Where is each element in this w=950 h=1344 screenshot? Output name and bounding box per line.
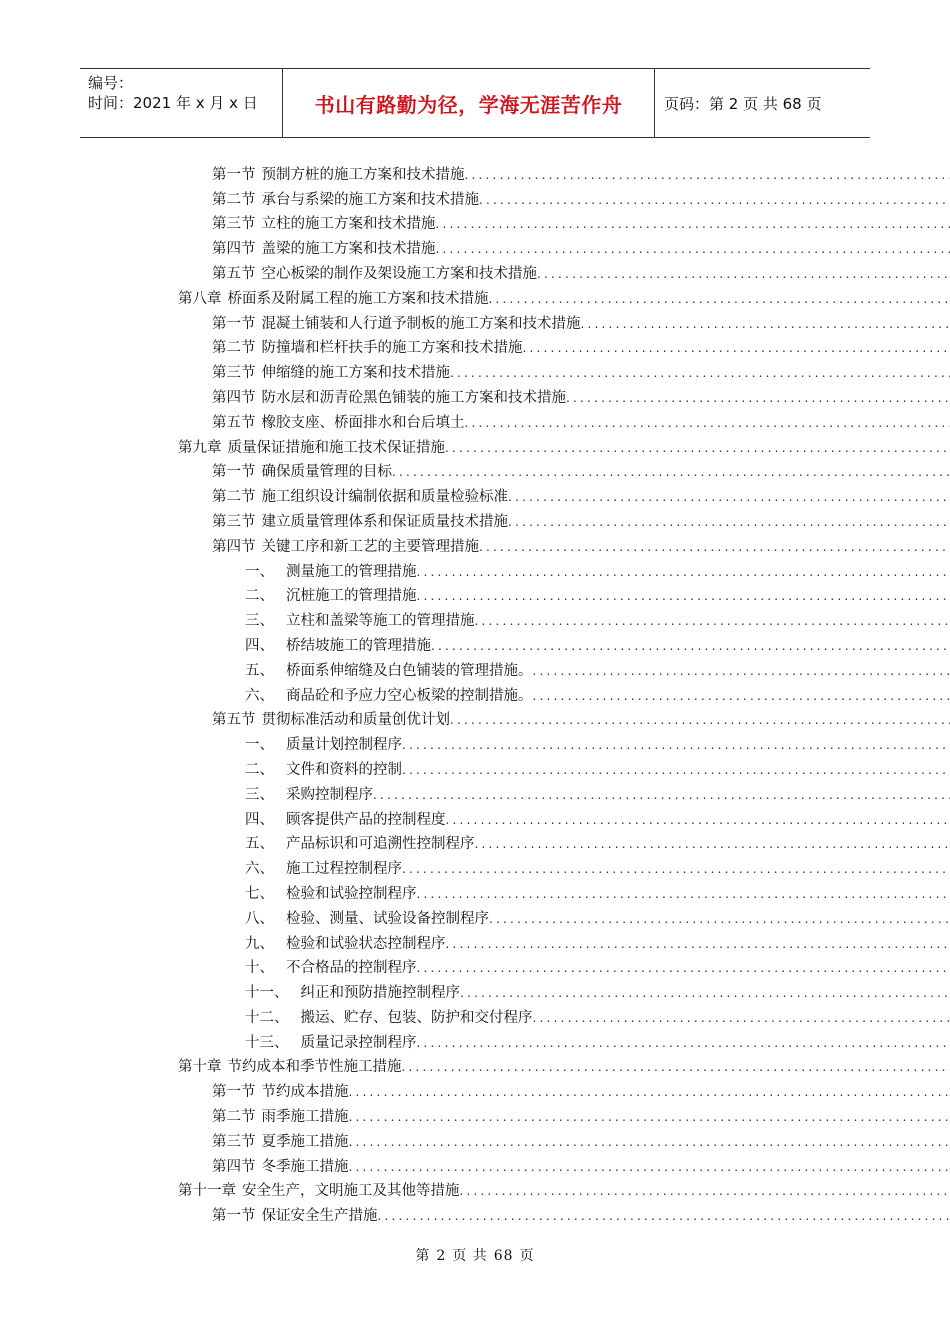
toc-entry-number: 第三节	[212, 216, 256, 233]
toc-entry-number: 第一节	[212, 315, 256, 332]
toc-dot-leader	[508, 488, 950, 506]
toc-dot-leader	[445, 439, 950, 457]
toc-dot-leader	[417, 959, 950, 977]
toc-dot-leader	[349, 1108, 950, 1126]
toc-entry-item[interactable]	[0, 729, 950, 754]
toc-dot-leader	[402, 761, 950, 779]
toc-entry-title: 沉桩施工的管理措施	[286, 588, 417, 605]
toc-entry-section[interactable]	[0, 184, 950, 209]
toc-entry-title: 产品标识和可追溯性控制程序	[286, 836, 475, 853]
toc-dot-leader	[465, 414, 950, 432]
toc-entry-number: 第四节	[212, 538, 256, 555]
footer-prefix: 第	[415, 1248, 431, 1264]
header-motto: 书山有路勤为径，学海无涯苦作舟	[314, 92, 623, 117]
toc-entry-title: 纠正和预防措施控制程序	[300, 985, 460, 1002]
toc-entry-number: 第三节	[212, 365, 256, 382]
doc-date: 时间：2021 年 x 月 x 日	[88, 94, 258, 112]
toc-entry-number: 十一、	[245, 985, 289, 1002]
toc-entry-number: 第一节	[212, 1084, 256, 1101]
toc-entry-title: 橡胶支座、桥面排水和台后填土	[261, 414, 465, 431]
toc-entry-number: 二、	[245, 761, 274, 778]
toc-dot-leader	[402, 736, 950, 754]
toc-entry-item[interactable]	[0, 977, 950, 1002]
toc-entry-item[interactable]	[0, 829, 950, 854]
toc-dot-leader	[581, 315, 950, 333]
toc-entry-title: 盖梁的施工方案和技术措施	[261, 241, 436, 258]
toc-entry-title: 伸缩缝的施工方案和技术措施	[261, 365, 450, 382]
toc-dot-leader	[475, 835, 950, 853]
footer-suffix: 页	[519, 1248, 535, 1264]
toc-entry-number: 九、	[245, 935, 274, 952]
toc-entry-title: 立柱的施工方案和技术措施	[261, 216, 436, 233]
toc-entry-title: 搬运、贮存、包装、防护和交付程序	[300, 1009, 533, 1026]
header-motto-cell	[282, 69, 655, 137]
toc-entry-section[interactable]	[0, 1151, 950, 1176]
toc-entry-title: 商品砼和予应力空心板梁的控制措施。	[286, 687, 533, 704]
toc-entry-number: 第二节	[212, 1109, 256, 1126]
toc-entry-title: 检验和试验状态控制程序	[286, 935, 446, 952]
toc-entry-section[interactable]	[0, 233, 950, 258]
toc-entry-section[interactable]	[0, 1101, 950, 1126]
toc-dot-leader	[402, 860, 950, 878]
toc-entry-section[interactable]	[0, 705, 950, 730]
toc-entry-title: 安全生产，文明施工及其他等措施	[242, 1183, 460, 1200]
toc-entry-title: 质量保证措施和施工技术保证措施	[227, 439, 445, 456]
toc-dot-leader	[349, 1158, 950, 1176]
toc-dot-leader	[460, 984, 950, 1002]
toc-dot-leader	[566, 389, 950, 407]
toc-entry-number: 第四节	[212, 241, 256, 258]
toc-entry-title: 采购控制程序	[286, 786, 373, 803]
toc-dot-leader	[460, 1182, 950, 1200]
toc-entry-number: 一、	[245, 737, 274, 754]
toc-entry-title: 关键工序和新工艺的主要管理措施	[261, 538, 479, 555]
toc-entry-number: 第四节	[212, 389, 256, 406]
table-of-contents	[0, 159, 950, 1225]
toc-dot-leader	[523, 339, 950, 357]
toc-entry-number: 六、	[245, 687, 274, 704]
toc-entry-number: 八、	[245, 910, 274, 927]
footer-total-pages: 68	[493, 1248, 514, 1264]
toc-dot-leader	[431, 637, 950, 655]
toc-entry-number: 第十章	[178, 1059, 222, 1076]
toc-dot-leader	[417, 885, 950, 903]
toc-entry-item[interactable]	[0, 1027, 950, 1052]
toc-entry-number: 第十一章	[178, 1183, 236, 1200]
toc-entry-item[interactable]	[0, 878, 950, 903]
toc-entry-title: 不合格品的控制程序	[286, 960, 417, 977]
toc-entry-section[interactable]	[0, 382, 950, 407]
toc-entry-title: 混凝土铺装和人行道予制板的施工方案和技术措施	[261, 315, 581, 332]
toc-entry-number: 四、	[245, 811, 274, 828]
toc-entry-item[interactable]	[0, 655, 950, 680]
toc-dot-leader	[417, 587, 950, 605]
toc-entry-number: 七、	[245, 885, 274, 902]
toc-dot-leader	[489, 290, 950, 308]
toc-dot-leader	[349, 1083, 950, 1101]
toc-dot-leader	[436, 240, 950, 258]
toc-entry-number: 第二节	[212, 340, 256, 357]
toc-entry-number: 第五节	[212, 712, 256, 729]
toc-dot-leader	[465, 166, 950, 184]
toc-entry-title: 空心板梁的制作及架设施工方案和技术措施	[261, 265, 537, 282]
toc-entry-title: 承台与系梁的施工方案和技术措施	[261, 191, 479, 208]
toc-entry-chapter[interactable]	[0, 1176, 950, 1201]
toc-entry-chapter[interactable]	[0, 432, 950, 457]
toc-entry-section[interactable]	[0, 481, 950, 506]
toc-dot-leader	[450, 364, 950, 382]
toc-entry-title: 确保质量管理的目标	[261, 464, 392, 481]
toc-dot-leader	[373, 786, 950, 804]
page-footer	[0, 1245, 950, 1265]
toc-entry-number: 十、	[245, 960, 274, 977]
toc-entry-title: 顾客提供产品的控制程度	[286, 811, 446, 828]
toc-entry-number: 五、	[245, 836, 274, 853]
toc-entry-section[interactable]	[0, 407, 950, 432]
toc-entry-title: 冬季施工措施	[261, 1158, 349, 1175]
toc-dot-leader	[446, 935, 950, 953]
toc-entry-item[interactable]	[0, 1002, 950, 1027]
toc-entry-title: 质量记录控制程序	[300, 1034, 417, 1051]
toc-entry-section[interactable]	[0, 333, 950, 358]
toc-entry-title: 检验、测量、试验设备控制程序	[286, 910, 489, 927]
toc-entry-number: 二、	[245, 588, 274, 605]
toc-entry-item[interactable]	[0, 903, 950, 928]
toc-dot-leader	[450, 711, 950, 729]
toc-dot-leader	[436, 215, 950, 233]
toc-entry-section[interactable]	[0, 1076, 950, 1101]
toc-entry-item[interactable]	[0, 605, 950, 630]
toc-entry-title: 桥面系及附属工程的施工方案和技术措施	[227, 290, 489, 307]
toc-entry-number: 十三、	[245, 1034, 289, 1051]
toc-entry-number: 第五节	[212, 265, 256, 282]
toc-entry-number: 第一节	[212, 464, 256, 481]
toc-dot-leader	[349, 1133, 950, 1151]
toc-entry-number: 第一节	[212, 1208, 256, 1225]
toc-entry-title: 保证安全生产措施	[261, 1208, 378, 1225]
toc-dot-leader	[392, 463, 950, 481]
toc-entry-item[interactable]	[0, 779, 950, 804]
toc-entry-chapter[interactable]	[0, 1052, 950, 1077]
footer-page-number: 2	[436, 1248, 447, 1264]
page-header	[80, 68, 870, 138]
toc-entry-title: 雨季施工措施	[261, 1109, 349, 1126]
toc-entry-number: 第五节	[212, 414, 256, 431]
toc-entry-number: 第一节	[212, 166, 256, 183]
toc-entry-chapter[interactable]	[0, 283, 950, 308]
toc-entry-item[interactable]	[0, 953, 950, 978]
toc-entry-item[interactable]	[0, 556, 950, 581]
toc-entry-title: 施工过程控制程序	[286, 861, 402, 878]
toc-entry-title: 节约成本措施	[261, 1084, 349, 1101]
footer-mid: 页 共	[452, 1248, 488, 1264]
toc-entry-title: 桥结坡施工的管理措施	[286, 637, 431, 654]
toc-dot-leader	[475, 612, 950, 630]
toc-entry-title: 预制方桩的施工方案和技术措施	[261, 166, 465, 183]
toc-entry-section[interactable]	[0, 258, 950, 283]
toc-dot-leader	[479, 191, 950, 209]
toc-entry-number: 四、	[245, 637, 274, 654]
toc-entry-section[interactable]	[0, 357, 950, 382]
toc-entry-item[interactable]	[0, 630, 950, 655]
toc-entry-title: 文件和资料的控制	[286, 761, 402, 778]
toc-entry-number: 五、	[245, 662, 274, 679]
toc-entry-title: 防水层和沥青砼黑色铺装的施工方案和技术措施	[261, 389, 566, 406]
toc-entry-number: 第二节	[212, 489, 256, 506]
toc-entry-item[interactable]	[0, 754, 950, 779]
toc-entry-title: 检验和试验控制程序	[286, 885, 417, 902]
toc-entry-number: 第三节	[212, 513, 256, 530]
toc-dot-leader	[533, 662, 950, 680]
toc-entry-item[interactable]	[0, 853, 950, 878]
toc-entry-section[interactable]	[0, 531, 950, 556]
toc-entry-title: 贯彻标准活动和质量创优计划	[261, 712, 450, 729]
header-meta	[80, 69, 282, 137]
toc-dot-leader	[417, 1034, 950, 1052]
toc-entry-number: 十二、	[245, 1009, 289, 1026]
toc-dot-leader	[489, 910, 950, 928]
toc-dot-leader	[402, 1058, 950, 1076]
toc-entry-number: 第二节	[212, 191, 256, 208]
toc-entry-item[interactable]	[0, 680, 950, 705]
toc-entry-title: 立柱和盖梁等施工的管理措施	[286, 613, 475, 630]
toc-entry-number: 三、	[245, 786, 274, 803]
toc-entry-title: 施工组织设计编制依据和质量检验标准	[261, 489, 508, 506]
toc-entry-number: 六、	[245, 861, 274, 878]
toc-entry-section[interactable]	[0, 506, 950, 531]
toc-entry-item[interactable]	[0, 804, 950, 829]
toc-entry-section[interactable]	[0, 1126, 950, 1151]
toc-entry-section[interactable]	[0, 308, 950, 333]
toc-entry-title: 防撞墙和栏杆扶手的施工方案和技术措施	[261, 340, 523, 357]
toc-entry-number: 第九章	[178, 439, 222, 456]
toc-entry-item[interactable]	[0, 581, 950, 606]
toc-entry-item[interactable]	[0, 928, 950, 953]
toc-entry-title: 夏季施工措施	[261, 1133, 349, 1150]
doc-number-label: 编号：	[88, 74, 134, 92]
toc-dot-leader	[417, 563, 950, 581]
toc-entry-title: 桥面系伸缩缝及白色铺装的管理措施。	[286, 662, 533, 679]
toc-entry-number: 一、	[245, 563, 274, 580]
toc-entry-number: 第四节	[212, 1158, 256, 1175]
toc-entry-section[interactable]	[0, 457, 950, 482]
toc-dot-leader	[378, 1207, 950, 1225]
toc-entry-section[interactable]	[0, 209, 950, 234]
toc-entry-section[interactable]	[0, 1200, 950, 1225]
toc-entry-title: 建立质量管理体系和保证质量技术措施	[261, 513, 508, 530]
toc-entry-number: 三、	[245, 613, 274, 630]
toc-entry-number: 第三节	[212, 1133, 256, 1150]
toc-entry-title: 节约成本和季节性施工措施	[227, 1059, 402, 1076]
toc-dot-leader	[446, 811, 950, 829]
toc-entry-title: 质量计划控制程序	[286, 737, 402, 754]
toc-dot-leader	[508, 513, 950, 531]
toc-dot-leader	[537, 265, 950, 283]
toc-entry-section[interactable]	[0, 159, 950, 184]
toc-dot-leader	[533, 687, 950, 705]
header-page-info: 页码：第 2 页 共 68 页	[664, 94, 822, 113]
toc-entry-title: 测量施工的管理措施	[286, 563, 417, 580]
toc-dot-leader	[533, 1009, 950, 1027]
toc-entry-number: 第八章	[178, 290, 222, 307]
toc-dot-leader	[479, 538, 950, 556]
